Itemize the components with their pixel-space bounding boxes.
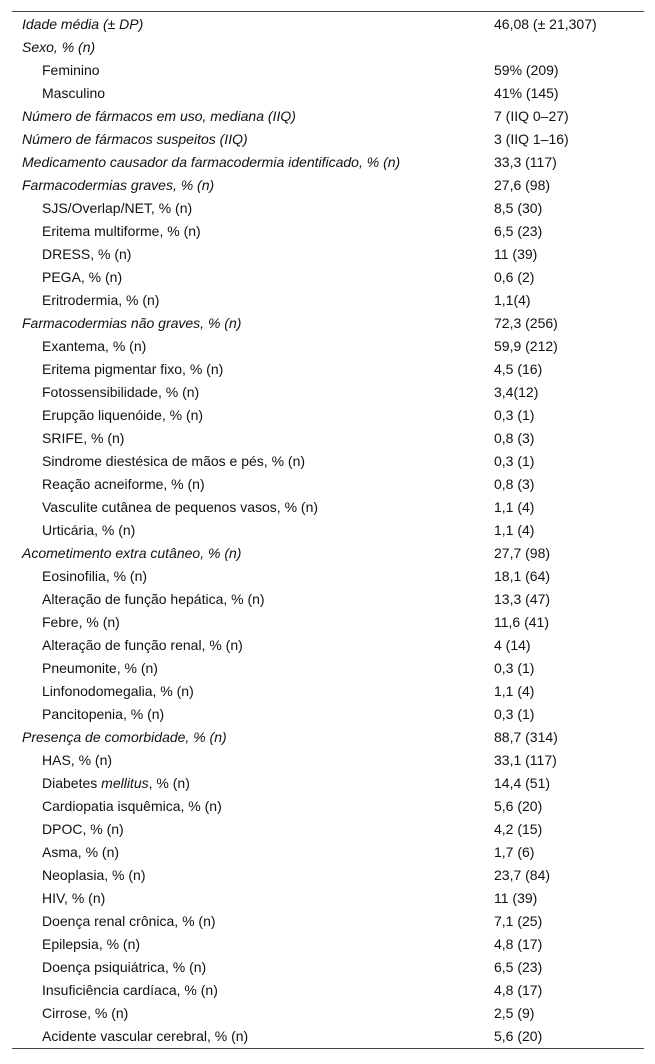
row-value: 2,5 (9) [494,1005,535,1021]
row-label: PEGA, % (n) [42,269,123,285]
table-row [12,473,644,496]
table-row [12,634,644,657]
row-label: Cirrose, % (n) [42,1005,129,1021]
row-label: Doença psiquiátrica, % (n) [42,959,207,975]
table-row [12,956,644,979]
row-label: DRESS, % (n) [42,246,132,262]
row-label: Linfonodomegalia, % (n) [42,683,194,699]
row-value: 13,3 (47) [494,591,551,607]
row-value: 11 (39) [494,246,538,262]
row-value: 8,5 (30) [494,200,543,216]
row-value: 1,7 (6) [494,844,535,860]
table-row [12,151,644,174]
row-value: 59% (209) [494,62,559,78]
row-value: 72,3 (256) [494,315,558,331]
row-value: 1,1(4) [494,292,531,308]
table-row [12,818,644,841]
row-value: 1,1 (4) [494,683,535,699]
table-row [12,1002,644,1025]
table-row [12,680,644,703]
row-label: Doença renal crônica, % (n) [42,913,216,929]
row-value: 0,3 (1) [494,453,535,469]
row-label: DPOC, % (n) [42,821,124,837]
row-label: Exantema, % (n) [42,338,147,354]
row-label: Alteração de função hepática, % (n) [42,591,265,607]
table-row [12,841,644,864]
table-row [12,243,644,266]
row-label: Febre, % (n) [42,614,120,630]
row-label: Eritema pigmentar fixo, % (n) [42,361,224,377]
row-value: 33,3 (117) [494,154,557,170]
table-row [12,174,644,197]
row-value: 27,7 (98) [494,545,551,561]
row-label: Eosinofilia, % (n) [42,568,148,584]
table-row [12,542,644,565]
row-value: 0,3 (1) [494,706,535,722]
row-value: 4,5 (16) [494,361,543,377]
row-value: 0,3 (1) [494,407,535,423]
row-label: HAS, % (n) [42,752,113,768]
table-row [12,726,644,749]
row-label: Neoplasia, % (n) [42,867,146,883]
row-value: 0,3 (1) [494,660,535,676]
row-label: Diabetes mellitus, % (n) [42,775,190,791]
row-label: Reação acneiforme, % (n) [42,476,205,492]
table-row [12,220,644,243]
row-value: 6,5 (23) [494,223,543,239]
table-row [12,13,644,36]
row-value: 7,1 (25) [494,913,543,929]
table-row [12,588,644,611]
row-label: Eritema multiforme, % (n) [42,223,201,239]
row-value: 41% (145) [494,85,559,101]
table-row [12,105,644,128]
table-row [12,1025,644,1048]
row-label: Cardiopatia isquêmica, % (n) [42,798,222,814]
table-row [12,933,644,956]
row-value: 59,9 (212) [494,338,558,354]
row-value: 3 (IIQ 1–16) [494,131,569,147]
row-value: 46,08 (± 21,307) [494,16,597,32]
table-row [12,703,644,726]
row-label: Epilepsia, % (n) [42,936,141,952]
row-label: SJS/Overlap/NET, % (n) [42,200,193,216]
table-row [12,82,644,105]
row-label: Medicamento causador da farmacodermia identificado, % (n) [22,154,401,170]
row-label: HIV, % (n) [42,890,106,906]
row-label: Asma, % (n) [42,844,120,860]
table-row [12,795,644,818]
table-row [12,427,644,450]
table-row [12,381,644,404]
row-value: 4 (14) [494,637,531,653]
table-row [12,565,644,588]
row-label: Fotossensibilidade, % (n) [42,384,200,400]
row-label: Presença de comorbidade, % (n) [22,729,227,745]
table-row [12,36,644,59]
row-label: Feminino [42,62,100,78]
table-row [12,657,644,680]
row-value: 5,6 (20) [494,1028,543,1044]
row-value: 1,1 (4) [494,522,535,538]
row-value: 3,4(12) [494,384,539,400]
row-label: SRIFE, % (n) [42,430,125,446]
row-label: Farmacodermias graves, % (n) [22,177,215,193]
table-row [12,358,644,381]
row-value: 18,1 (64) [494,568,551,584]
row-value: 0,6 (2) [494,269,535,285]
row-value: 5,6 (20) [494,798,543,814]
row-label: Eritrodermia, % (n) [42,292,160,308]
row-label: Insuficiência cardíaca, % (n) [42,982,218,998]
row-label: Acometimento extra cutâneo, % (n) [22,545,242,561]
row-label: Sindrome diestésica de mãos e pés, % (n) [42,453,306,469]
table-row [12,59,644,82]
table-row [12,864,644,887]
table-row [12,611,644,634]
row-label: Número de fármacos em uso, mediana (IIQ) [22,108,296,124]
row-value: 1,1 (4) [494,499,535,515]
row-value: 11 (39) [494,890,538,906]
data-table [12,11,644,1049]
table-row [12,496,644,519]
row-value: 0,8 (3) [494,430,535,446]
row-label: Pancitopenia, % (n) [42,706,165,722]
row-value: 0,8 (3) [494,476,535,492]
table-row [12,335,644,358]
row-value: 7 (IIQ 0–27) [494,108,569,124]
table-row [12,519,644,542]
table-row [12,128,644,151]
row-value: 4,2 (15) [494,821,543,837]
table-row [12,312,644,335]
row-label: Vasculite cutânea de pequenos vasos, % (n) [42,499,319,515]
row-value: 11,6 (41) [494,614,549,630]
table-row [12,404,644,427]
row-value: 6,5 (23) [494,959,543,975]
row-value: 4,8 (17) [494,982,543,998]
row-label: Masculino [42,85,106,101]
table-row [12,749,644,772]
row-label: Erupção liquenóide, % (n) [42,407,204,423]
row-label: Pneumonite, % (n) [42,660,158,676]
row-label: Alteração de função renal, % (n) [42,637,243,653]
table-row [12,197,644,220]
row-label: Acidente vascular cerebral, % (n) [42,1028,249,1044]
table-row [12,979,644,1002]
row-value: 4,8 (17) [494,936,543,952]
row-label: Idade média (± DP) [22,16,144,32]
table-row [12,910,644,933]
table-row [12,289,644,312]
table-row [12,772,644,795]
row-label: Número de fármacos suspeitos (IIQ) [22,131,248,147]
row-value: 23,7 (84) [494,867,551,883]
row-value: 88,7 (314) [494,729,558,745]
row-label: Farmacodermias não graves, % (n) [22,315,242,331]
row-value: 33,1 (117) [494,752,557,768]
table-row [12,450,644,473]
table-row [12,887,644,910]
table-row [12,266,644,289]
row-value: 14,4 (51) [494,775,551,791]
row-label: Sexo, % (n) [22,39,96,55]
row-value: 27,6 (98) [494,177,551,193]
row-label: Urticária, % (n) [42,522,136,538]
